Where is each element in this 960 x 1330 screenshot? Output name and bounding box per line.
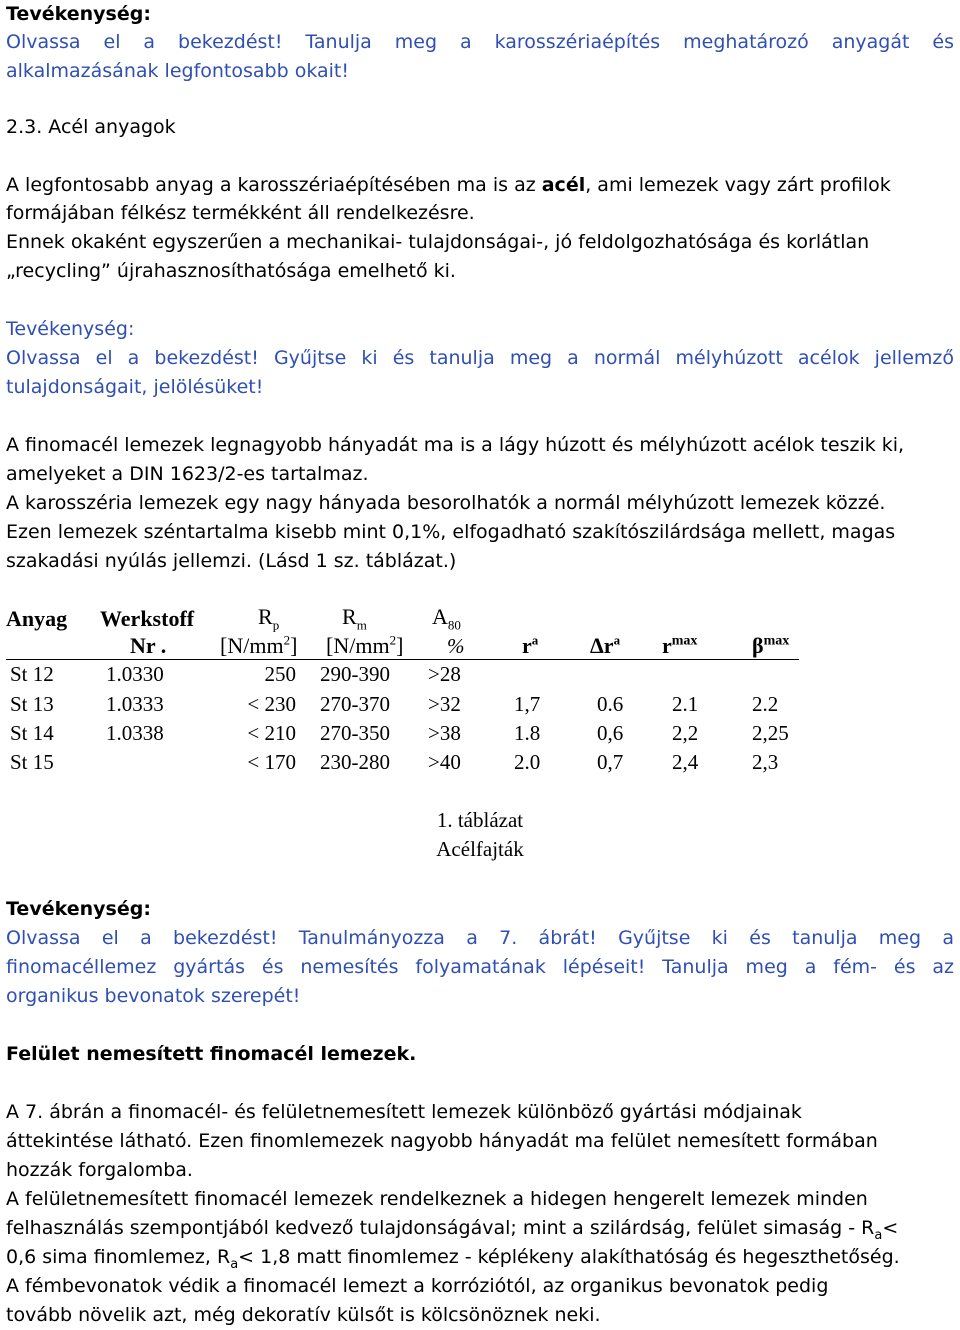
subheading: Felület nemesített finomacél lemezek. (6, 1043, 417, 1065)
activity-text: Olvassa el a bekezdést! Gyűjtse ki és tanulja meg a normál mélyhúzott acélok jellemző (6, 347, 954, 369)
header-unit-rp: $[N/mm^2]$ (220, 632, 298, 658)
cell-rp: < 230 (247, 692, 296, 716)
cell-anyag: St 14 (10, 721, 54, 745)
header-percent: % (447, 634, 465, 658)
text-run: A legfontosabb anyag a karosszériaépítésében ma is az (6, 174, 542, 196)
paragraph-line: felhasználás szempontjából kedvező tulajdonságával; mint a szilárdság, felület simaság - $R_a<$ (6, 1217, 899, 1243)
header-unit-rm: $[N/mm^2]$ (326, 632, 404, 658)
cell-rp: < 170 (247, 750, 296, 774)
cell-ra: 1,7 (514, 692, 541, 716)
cell-delta-ra: 0,6 (597, 721, 624, 745)
table-caption-number: 1. táblázat (436, 808, 524, 832)
paragraph-line: formájában félkész termékként áll rendelkezésre. (6, 202, 475, 224)
emphasis-acel: acél (541, 174, 586, 196)
activity-label: Tevékenység: (6, 898, 151, 920)
cell-rm: 270-370 (320, 692, 390, 716)
cell-werkstoff: 1.0333 (106, 692, 164, 716)
cell-rp: < 210 (247, 721, 296, 745)
table-rule (6, 659, 799, 660)
table-caption-title: Acélfajták (436, 837, 524, 861)
header-bmax: $\beta^{max}$ (752, 633, 790, 658)
paragraph-line: Ennek okaként egyszerűen a mechanikai- tulajdonságai-, jó feldolgozhatósága és korlátlan (6, 231, 870, 253)
cell-anyag: St 13 (10, 692, 54, 716)
activity-text: tulajdonságait, jelölésüket! (6, 376, 264, 398)
activity-text: finomacéllemez gyártás és nemesítés folyamatának lépéseit! Tanulja meg a fém- és az (6, 956, 954, 978)
cell-rmax: 2,4 (672, 750, 699, 774)
paragraph-line: Ezen lemezek széntartalma kisebb mint 0,1%, elfogadható szakítószilárdsága mellett, magas (6, 521, 896, 543)
paragraph-line: hozzák forgalomba. (6, 1159, 193, 1181)
header-rm: $R_m$ (342, 604, 367, 633)
paragraph-line: amelyeket a DIN 1623/2-es tartalmaz. (6, 463, 369, 485)
cell-bmax: 2,3 (752, 750, 779, 774)
cell-rm: 290-390 (320, 662, 390, 686)
header-werkstoff: Werkstoff (100, 606, 195, 631)
header-rp: $R_p$ (258, 604, 280, 633)
cell-delta-ra: 0,7 (597, 750, 624, 774)
cell-ra: 1.8 (514, 721, 541, 745)
cell-rm: 270-350 (320, 721, 390, 745)
cell-ra: 2.0 (514, 750, 541, 774)
text-run: , ami lemezek vagy zárt profilok (585, 174, 891, 196)
cell-bmax: 2,25 (752, 721, 789, 745)
cell-rm: 230-280 (320, 750, 390, 774)
cell-a80: >38 (428, 721, 461, 745)
activity-text: Olvassa el a bekezdést! Tanulmányozza a 7. ábrát! Gyűjtse ki és tanulja meg a (6, 927, 954, 949)
activity-text: Olvassa el a bekezdést! Tanulja meg a karosszériaépítés meghatározó anyagát és (6, 31, 954, 53)
cell-werkstoff: 1.0338 (106, 721, 164, 745)
paragraph-line: A fémbevonatok védik a finomacél lemezt a korróziótól, az organikus bevonatok pedig (6, 1275, 829, 1297)
cell-a80: >40 (428, 750, 461, 774)
cell-rmax: 2.1 (672, 692, 699, 716)
activity-label: Tevékenység: (6, 3, 151, 25)
header-rmax: $r^{max}$ (662, 633, 698, 658)
paragraph-line: A karosszéria lemezek egy nagy hányada besorolhatók a normál mélyhúzott lemezek közzé. (6, 492, 886, 514)
paragraph-line: A 7. ábrán a finomacél- és felületnemesített lemezek különböző gyártási módjainak (6, 1101, 802, 1123)
paragraph-line: A felületnemesített finomacél lemezek rendelkeznek a hidegen hengerelt lemezek minden (6, 1188, 868, 1210)
cell-anyag: St 12 (10, 662, 54, 686)
activity-text: alkalmazásának legfontosabb okait! (6, 60, 349, 82)
activity-label: Tevékenység: (6, 318, 135, 340)
activity-text: organikus bevonatok szerepét! (6, 985, 301, 1007)
paragraph-line: „recycling” újrahasznosíthatósága emelhető ki. (6, 260, 456, 282)
cell-bmax: 2.2 (752, 692, 779, 716)
cell-a80: >28 (428, 662, 461, 686)
header-nr: Nr . (130, 633, 167, 658)
header-delta-ra: $\Delta r^a$ (590, 632, 621, 658)
header-a80: $A_{80}$ (432, 604, 461, 633)
paragraph-line: tovább növelik azt, még dekoratív külsőt is kölcsönöznek neki. (6, 1304, 601, 1326)
header-ra: $r^a$ (522, 632, 539, 658)
cell-werkstoff: 1.0330 (106, 662, 164, 686)
paragraph-line: szakadási nyúlás jellemzi. (Lásd 1 sz. táblázat.) (6, 550, 457, 572)
paragraph-line (6, 171, 891, 200)
cell-a80: >32 (428, 692, 461, 716)
header-anyag: Anyag (6, 606, 68, 631)
cell-rp: 250 (264, 662, 296, 686)
cell-delta-ra: 0.6 (597, 692, 624, 716)
paragraph-line: áttekintése látható. Ezen finomlemezek nagyobb hányadát ma felület nemesített formában (6, 1130, 878, 1152)
section-title: 2.3. Acél anyagok (6, 116, 176, 138)
paragraph-line: 0,6 sima finomlemez, $R_a< 1,8$ matt finomlemez - képlékeny alakíthatóság és hegeszthetőség. (6, 1246, 900, 1272)
paragraph-line: A finomacél lemezek legnagyobb hányadát ma is a lágy húzott és mélyhúzott acélok teszik ki, (6, 434, 905, 456)
cell-anyag: St 15 (10, 750, 54, 774)
cell-rmax: 2,2 (672, 721, 699, 745)
